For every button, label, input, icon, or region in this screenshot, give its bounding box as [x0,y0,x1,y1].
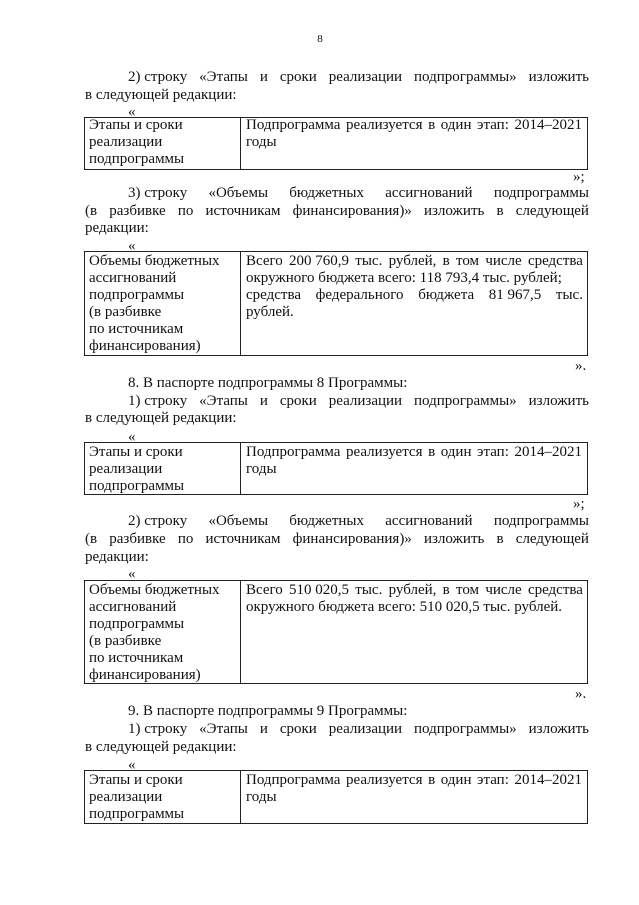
word: тыс. [555,287,583,303]
table-value-line [246,772,582,789]
table-value-line: годы [246,134,277,150]
table-label-cell [85,771,241,823]
word: том [455,582,480,598]
table-value-line: годы [246,461,277,477]
table-label-line: Этапы и сроки [89,772,183,788]
word: сроки [279,721,317,737]
table-value-line [246,287,583,304]
word: сроки [279,69,317,85]
paragraph-line [85,203,589,220]
word: том [455,253,480,269]
table-label-line: Объемы бюджетных [89,582,220,598]
word: 2014–2021 [514,444,582,460]
paragraph-line: редакции: [85,549,149,565]
word: 3) строку [128,185,188,201]
word: в [442,253,450,269]
opening-quote: « [128,104,136,120]
paragraph-line [128,721,589,738]
paragraph-line [128,69,589,86]
table-label-line: подпрограммы [89,616,185,632]
word: тыс. [355,253,383,269]
passport-table [84,442,588,495]
table-value-line [246,117,582,134]
passport-table [84,117,588,170]
word: разбивке [109,531,166,547]
word: (в [85,203,98,219]
word: 2014–2021 [514,772,582,788]
word: по [177,531,194,547]
word: Всего [246,582,283,598]
opening-quote: « [128,429,136,445]
word: в [496,531,504,547]
word: средства [527,582,583,598]
paragraph-line [128,393,589,410]
opening-quote: « [128,757,136,773]
table-value-line: рублей. [246,304,294,320]
word: числе [485,253,522,269]
table-value-line [246,582,583,599]
paragraph-line: в следующей редакции: [85,410,237,426]
table-value-cell [241,581,587,683]
table-value-line: годы [246,789,277,805]
word: тыс. [355,582,383,598]
table-label-line: по источникам [89,321,184,337]
word: один [440,117,472,133]
word: реализуется [345,117,423,133]
closing-quote: »; [573,496,585,512]
table-label-line: Объемы бюджетных [89,253,220,269]
word: рублей, [388,253,437,269]
table-label-line: подпрограммы [89,806,185,822]
word: источникам [205,531,281,547]
table-label-line: Этапы и сроки [89,444,183,460]
word: подпрограммы [493,513,589,529]
word: этап: [477,772,509,788]
word: и [259,721,268,737]
word: «Объемы [208,513,269,529]
word: один [440,772,472,788]
word: 1) строку [128,393,188,409]
word: изложить [528,69,589,85]
word: бюджета [418,287,475,303]
word: федерального [315,287,404,303]
paragraph-line: редакции: [85,220,149,236]
word: средства [527,253,583,269]
word: подпрограммы» [414,393,517,409]
paragraph-line: в следующей редакции: [85,87,237,103]
table-label-line: подпрограммы [89,151,185,167]
word: подпрограммы [493,185,589,201]
word: 510 020,5 [289,582,350,598]
word: реализации [328,69,403,85]
closing-quote: ». [575,686,587,702]
table-label-line: ассигнований [89,599,177,615]
table-label-line: финансирования) [89,338,201,354]
page-number: 8 [317,33,323,45]
table-value-cell [241,771,587,823]
word: «Объемы [208,185,269,201]
passport-table [84,251,588,356]
closing-quote: »; [573,169,585,185]
word: в [428,772,436,788]
word: «Этапы [199,393,248,409]
word: реализуется [345,444,423,460]
word: этап: [477,444,509,460]
word: подпрограммы» [414,721,517,737]
table-label-line: подпрограммы [89,287,185,303]
table-label-cell [85,581,241,683]
section-heading: 8. В паспорте подпрограммы 8 Программы: [128,375,408,391]
word: (в [85,531,98,547]
word: следующей [515,531,589,547]
word: изложить [423,203,485,219]
word: числе [485,582,522,598]
table-label-line: реализации [89,789,163,805]
word: 2014–2021 [514,117,582,133]
word: в [496,203,504,219]
word: источникам [205,203,281,219]
table-label-cell [85,443,241,494]
word: 2) строку [128,69,188,85]
word: по [177,203,194,219]
word: 81 967,5 [488,287,542,303]
word: изложить [528,721,589,737]
table-label-line: реализации [89,134,163,150]
word: Подпрограмма [246,117,341,133]
word: этап: [477,117,509,133]
word: Подпрограмма [246,444,341,460]
closing-quote: ». [575,358,587,374]
word: в [442,582,450,598]
word: Подпрограмма [246,772,341,788]
opening-quote: « [128,566,136,582]
table-label-line: по источникам [89,650,184,666]
paragraph-line [128,513,589,530]
table-label-cell [85,118,241,169]
table-label-line: ассигнований [89,270,177,286]
word: в [428,117,436,133]
word: средства [246,287,302,303]
passport-table [84,580,588,684]
table-value-cell [241,118,587,169]
word: сроки [279,393,317,409]
table-label-line: финансирования) [89,667,201,683]
word: рублей, [388,582,437,598]
word: Всего [246,253,283,269]
word: и [259,69,268,85]
word: финансирования)» [292,531,412,547]
paragraph-line [128,185,589,202]
word: следующей [515,203,589,219]
paragraph-line [85,531,589,548]
word: реализуется [345,772,423,788]
word: реализации [328,721,403,737]
section-heading: 9. В паспорте подпрограммы 9 Программы: [128,703,408,719]
table-label-line: (в разбивке [89,304,162,320]
word: «Этапы [199,69,248,85]
word: 1) строку [128,721,188,737]
word: ассигнований [385,513,473,529]
table-label-line: (в разбивке [89,633,162,649]
passport-table [84,770,588,824]
word: изложить [528,393,589,409]
word: разбивке [109,203,166,219]
word: бюджетных [289,185,364,201]
table-value-line [246,444,582,461]
word: ассигнований [385,185,473,201]
table-value-cell [241,443,587,494]
table-value-cell [241,252,587,355]
table-label-line: Этапы и сроки [89,117,183,133]
word: изложить [423,531,485,547]
table-value-line: окружного бюджета всего: 118 793,4 тыс. рублей; [246,270,562,286]
word: «Этапы [199,721,248,737]
word: 2) строку [128,513,188,529]
table-label-line: подпрограммы [89,478,185,494]
word: и [259,393,268,409]
word: 200 760,9 [289,253,350,269]
word: финансирования)» [292,203,412,219]
paragraph-line: в следующей редакции: [85,739,237,755]
table-label-line: реализации [89,461,163,477]
table-value-line [246,253,583,270]
word: подпрограммы» [414,69,517,85]
word: в [428,444,436,460]
word: бюджетных [289,513,364,529]
opening-quote: « [128,238,136,254]
word: реализации [328,393,403,409]
table-value-line: окружного бюджета всего: 510 020,5 тыс. рублей. [246,599,563,615]
table-label-cell [85,252,241,355]
word: один [440,444,472,460]
